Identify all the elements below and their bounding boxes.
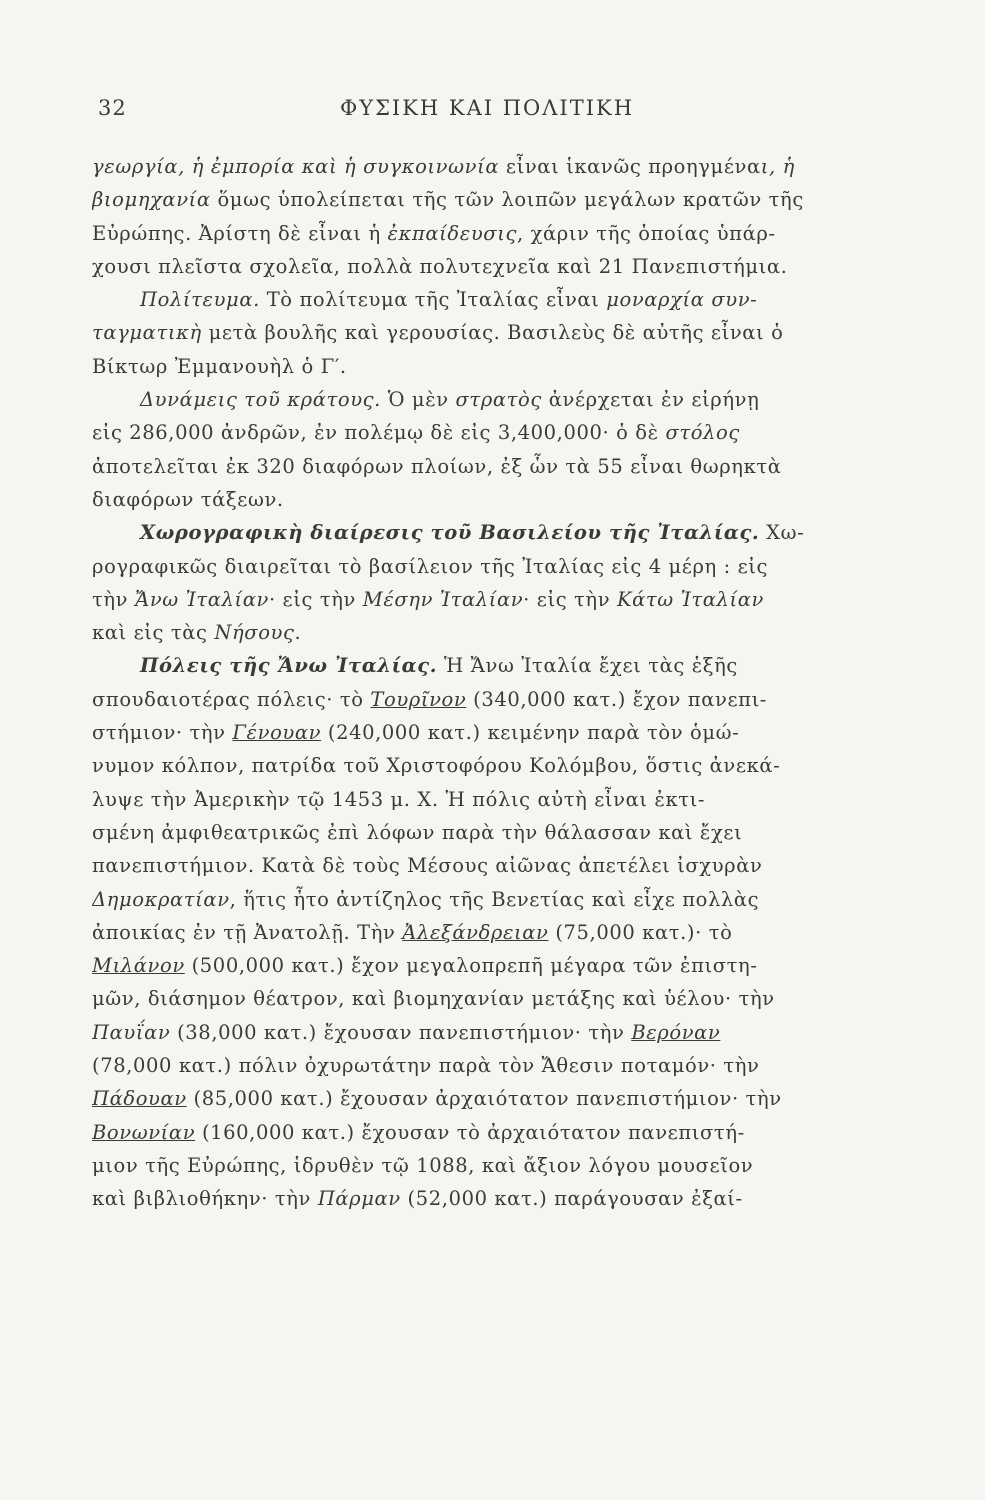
text-segment: γεωργία, ἡ ἐμπορία καὶ ἡ συγκοινωνία	[92, 155, 500, 178]
text-line	[92, 1116, 882, 1149]
text-line	[92, 483, 882, 516]
text-segment: Χωρογραφικὴ διαίρεσις τοῦ Βασιλείου τῆς Ἰταλίας.	[140, 521, 760, 545]
text-segment: ταγματικὴ	[92, 321, 202, 345]
text-line	[92, 583, 882, 616]
text-segment: (38,000 κατ.) ἔχουσαν πανεπιστήμιον· τὴν	[170, 1020, 632, 1044]
text-segment: Τὸ πολίτευμα τῆς Ἰταλίας εἶναι	[259, 288, 607, 312]
text-segment: μῶν, διάσημον θέατρον, καὶ βιομηχανίαν μετάξης καὶ ὑέλου· τὴν	[92, 987, 775, 1011]
text-line	[92, 217, 882, 250]
text-segment: πανεπιστήμιον. Κατὰ δὲ τοὺς Μέσους αἰῶνας ἀπετέλει ἰσχυρὰν	[92, 854, 763, 878]
text-segment: ἐκπαίδευσις	[387, 221, 517, 245]
text-segment: Ἡ Ἄνω Ἰταλία ἔχει τὰς ἑξῆς	[437, 654, 738, 678]
text-line	[92, 1082, 882, 1115]
text-line	[92, 716, 882, 749]
text-segment: Μιλάνον	[92, 954, 185, 978]
text-segment: (85,000 κατ.) ἔχουσαν ἀρχαιότατον πανεπιστήμιον· τὴν	[186, 1087, 782, 1111]
text-line	[92, 982, 882, 1015]
text-segment: · εἰς τὴν	[268, 587, 363, 611]
text-line	[92, 283, 882, 316]
text-segment: (78,000 κατ.) πόλιν ὀχυρωτάτην παρὰ τὸν Ἄθεσιν ποταμόν· τὴν	[92, 1054, 760, 1078]
text-line	[92, 883, 882, 916]
text-segment: ι, ἡ	[760, 155, 795, 178]
text-segment: (52,000 κατ.) παράγουσαν ἐξαί-	[400, 1187, 743, 1211]
text-segment: Πόλεις τῆς Ἄνω Ἰταλίας.	[140, 654, 438, 678]
text-segment: Παυΐαν	[92, 1020, 171, 1044]
text-segment: στόλος	[665, 421, 740, 445]
text-line	[92, 649, 882, 682]
text-segment: Βερόναν	[631, 1020, 721, 1044]
text-segment: (340,000 κατ.) ἔχον πανεπι-	[466, 687, 767, 711]
text-segment: βιομηχανία	[92, 188, 211, 212]
text-segment: Χω-	[759, 521, 805, 545]
text-segment: καὶ βιβλιοθήκην· τὴν	[92, 1187, 318, 1211]
body-text	[92, 150, 882, 1216]
text-segment: σμένη ἀμφιθεατρικῶς ἐπὶ λόφων παρὰ τὴν θάλασσαν καὶ ἔχει	[92, 820, 743, 844]
text-line	[92, 616, 882, 649]
text-segment: Βονωνίαν	[92, 1120, 196, 1144]
text-segment: .	[294, 621, 302, 645]
text-segment: εἶναι ἱκανῶς προηγμένα	[499, 155, 761, 178]
text-line	[92, 316, 882, 349]
text-segment: λυψε τὴν Ἀμερικὴν τῷ 1453 μ. Χ. Ἡ πόλις αὐτὴ εἶναι ἐκτι-	[92, 787, 706, 811]
text-segment: ὅμως ὑπολείπεται τῆς τῶν λοιπῶν μεγάλων κρατῶν τῆς	[210, 188, 804, 212]
text-segment: στήμιον· τὴν	[92, 721, 233, 745]
text-line	[92, 183, 882, 216]
text-line	[92, 516, 882, 549]
text-line	[92, 1016, 882, 1049]
text-line	[92, 150, 882, 183]
text-segment: Δυνάμεις τοῦ κράτους.	[140, 388, 381, 412]
text-segment: Ὁ μὲν	[380, 388, 456, 412]
text-line	[92, 550, 882, 583]
text-segment: σπουδαιοτέρας πόλεις· τὸ	[92, 687, 371, 711]
running-head	[98, 96, 876, 128]
text-segment: ἀποτελεῖται ἐκ 320 διαφόρων πλοίων, ἐξ ὧν τὰ 55 εἶναι θωρηκτὰ	[92, 454, 782, 478]
text-segment: Πάρμαν	[317, 1187, 401, 1211]
page-number: 32	[98, 96, 127, 120]
text-segment: Ἄνω Ἰταλίαν	[134, 587, 269, 611]
text-segment: Βίκτωρ Ἐμμανουὴλ ὁ Γ′.	[92, 354, 347, 378]
text-segment: Πολίτευμα.	[140, 288, 260, 312]
text-segment: , ἥτις ἦτο ἀντίζηλος τῆς Βενετίας καὶ εἶχε πολλὰς	[229, 887, 760, 911]
text-segment: (160,000 κατ.) ἔχουσαν τὸ ἀρχαιότατον πανεπιστή-	[195, 1120, 745, 1144]
text-line	[92, 916, 882, 949]
text-line	[92, 1182, 882, 1215]
text-segment: Τουρῖνον	[370, 687, 467, 711]
text-segment: στρατὸς	[455, 388, 542, 412]
text-segment: χουσι πλεῖστα σχολεῖα, πολλὰ πολυτεχνεῖα καὶ 21 Πανεπιστήμια.	[92, 254, 788, 278]
text-line	[92, 816, 882, 849]
text-segment: Κάτω Ἰταλίαν	[616, 587, 764, 611]
text-line	[92, 949, 882, 982]
running-title: ΦΥΣΙΚΗ ΚΑΙ ΠΟΛΙΤΙΚΗ	[339, 96, 635, 120]
text-segment: Νήσους	[214, 621, 295, 645]
text-segment: , χάριν τῆς ὁποίας ὑπάρ-	[516, 221, 776, 245]
text-segment: τὴν	[92, 587, 135, 611]
text-segment: ρογραφικῶς διαιρεῖται τὸ βασίλειον τῆς Ἰταλίας εἰς 4 μέρη : εἰς	[92, 554, 769, 578]
text-segment: Ἀλεξάνδρειαν	[402, 920, 549, 944]
text-segment: Εὐρώπης. Ἀρίστη δὲ εἶναι ἡ	[92, 221, 388, 245]
text-line	[92, 1049, 882, 1082]
text-segment: Πάδουαν	[92, 1087, 187, 1111]
text-line	[92, 250, 882, 283]
text-segment: Γένουαν	[232, 721, 322, 745]
text-line	[92, 849, 882, 882]
text-segment: εἰς 286,000 ἀνδρῶν, ἐν πολέμῳ δὲ εἰς 3,400,000· ὁ δὲ	[92, 421, 666, 445]
text-line	[92, 783, 882, 816]
text-segment: ἀποικίας ἐν τῇ Ἀνατολῇ. Τὴν	[92, 920, 403, 944]
text-segment: (240,000 κατ.) κειμένην παρὰ τὸν ὁμώ-	[321, 721, 740, 745]
text-segment: Μέσην Ἰταλίαν	[362, 587, 524, 611]
text-segment: (500,000 κατ.) ἔχον μεγαλοπρεπῆ μέγαρα τῶν ἐπιστη-	[184, 954, 758, 978]
text-line	[92, 416, 882, 449]
text-segment: διαφόρων τάξεων.	[92, 487, 284, 511]
text-line	[92, 749, 882, 782]
text-segment: καὶ εἰς τὰς	[92, 621, 215, 645]
text-line	[92, 683, 882, 716]
text-line	[92, 383, 882, 416]
text-line	[92, 350, 882, 383]
text-segment: μιον τῆς Εὐρώπης, ἱδρυθὲν τῷ 1088, καὶ ἄξιον λόγου μουσεῖον	[92, 1153, 754, 1177]
text-segment: Δημοκρατίαν	[92, 887, 230, 911]
text-segment: μετὰ βουλῆς καὶ γερουσίας. Βασιλεὺς δὲ αὐτῆς εἶναι ὁ	[201, 321, 784, 345]
text-segment: (75,000 κατ.)· τὸ	[548, 920, 733, 944]
text-segment: · εἰς τὴν	[523, 587, 617, 611]
text-segment: μοναρχία συν-	[606, 288, 758, 312]
text-line	[92, 1149, 882, 1182]
text-line	[92, 450, 882, 483]
text-segment: νυμον κόλπον, πατρίδα τοῦ Χριστοφόρου Κολόμβου, ὅστις ἀνεκά-	[92, 754, 781, 778]
text-segment: ἀνέρχεται ἐν εἰρήνῃ	[541, 388, 760, 412]
